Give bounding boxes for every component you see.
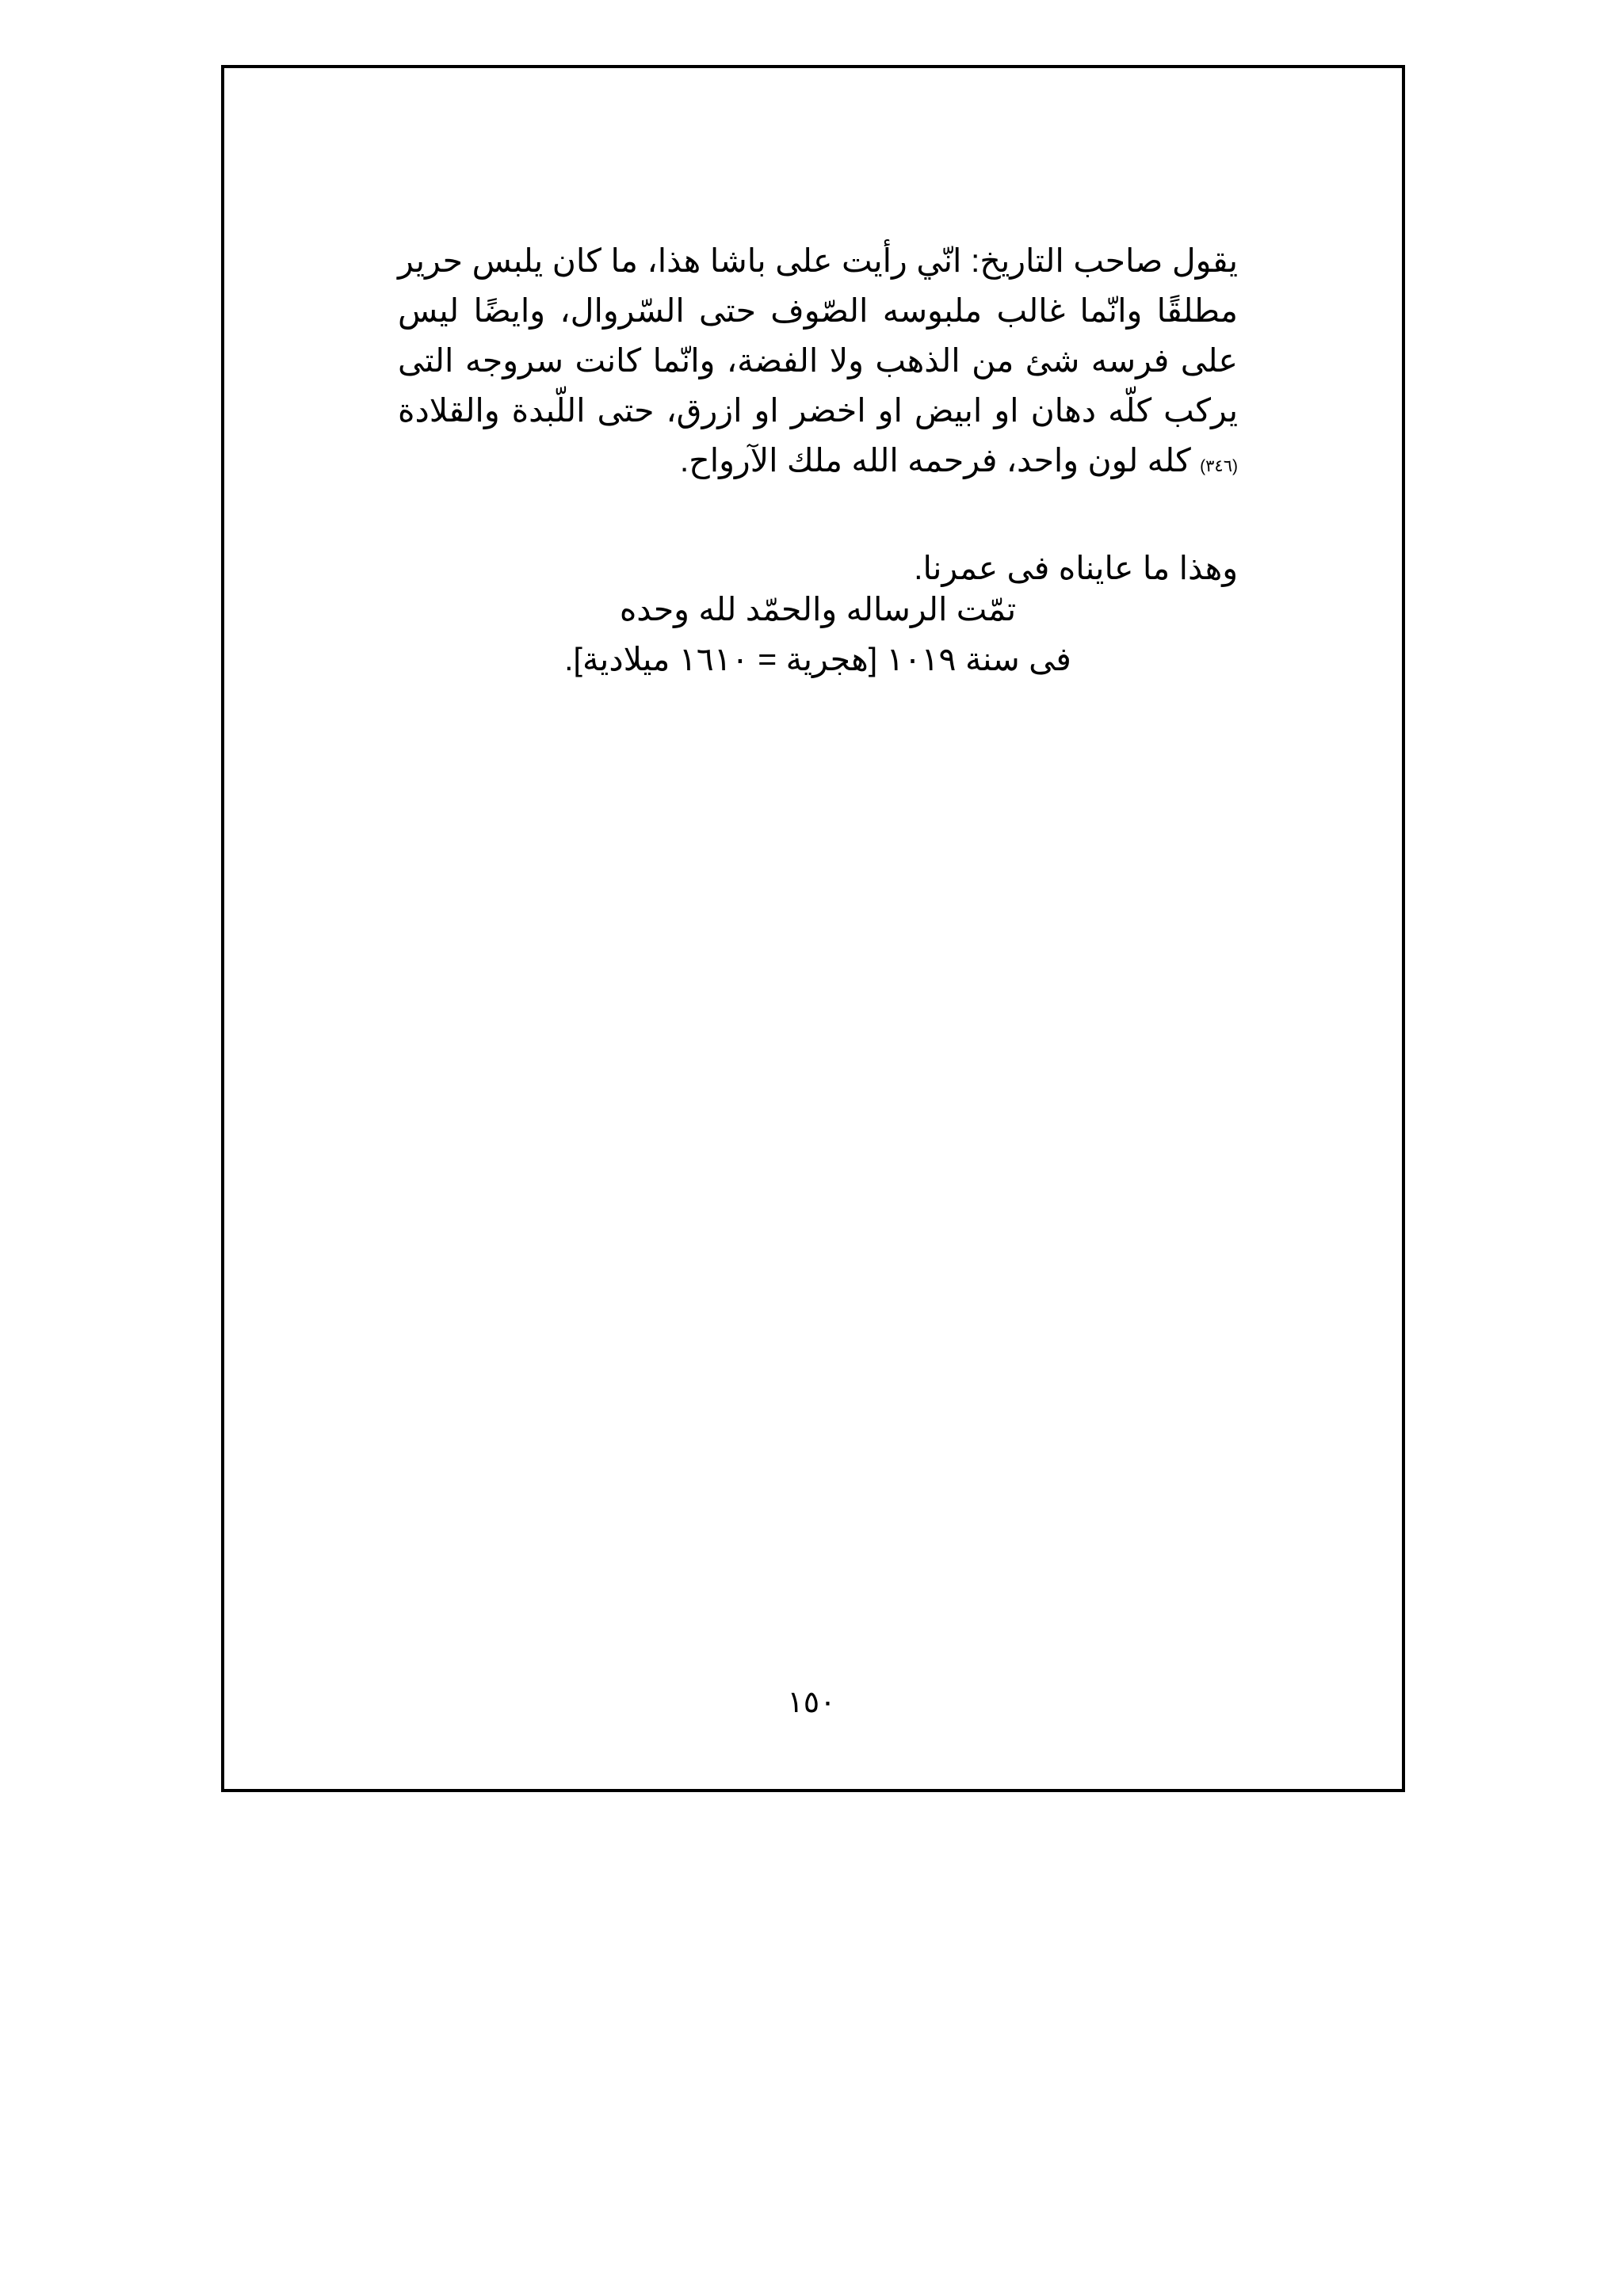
paragraph-1-text: يقول صاحب التاريخ: انّي رأيت على باشا هذا، ما كان يلبس حرير مطلقًا وانّما غالب ملبوسه الصّوف حتى السّروال، وايضًا ليس على فرسه شئ من الذهب ولا الفضة، وانّما كانت سروجه التى يركب كلّه دهان او ابيض او اخضر او ازرق، حتى اللّبدة والقلادة xyxy=(398,242,1238,429)
colophon-line-2: فى سنة ١٠١٩ [هجرية = ١٦١٠ ميلادية]. xyxy=(564,641,1071,677)
page-number: ١٥٠ xyxy=(787,1686,836,1719)
paragraph-1 xyxy=(398,236,1238,491)
colophon-line-1: تمّت الرساله والحمّد لله وحده xyxy=(619,591,1017,627)
colophon xyxy=(398,585,1238,685)
main-text xyxy=(398,236,1238,593)
paragraph-1-text-end: كله لون واحد، فرحمه الله ملك الآرواح. xyxy=(679,442,1191,479)
footnote-reference: (٣٤٦) xyxy=(1200,457,1238,475)
paragraph-2: وهذا ما عايناه فى عمرنا. xyxy=(914,550,1238,586)
